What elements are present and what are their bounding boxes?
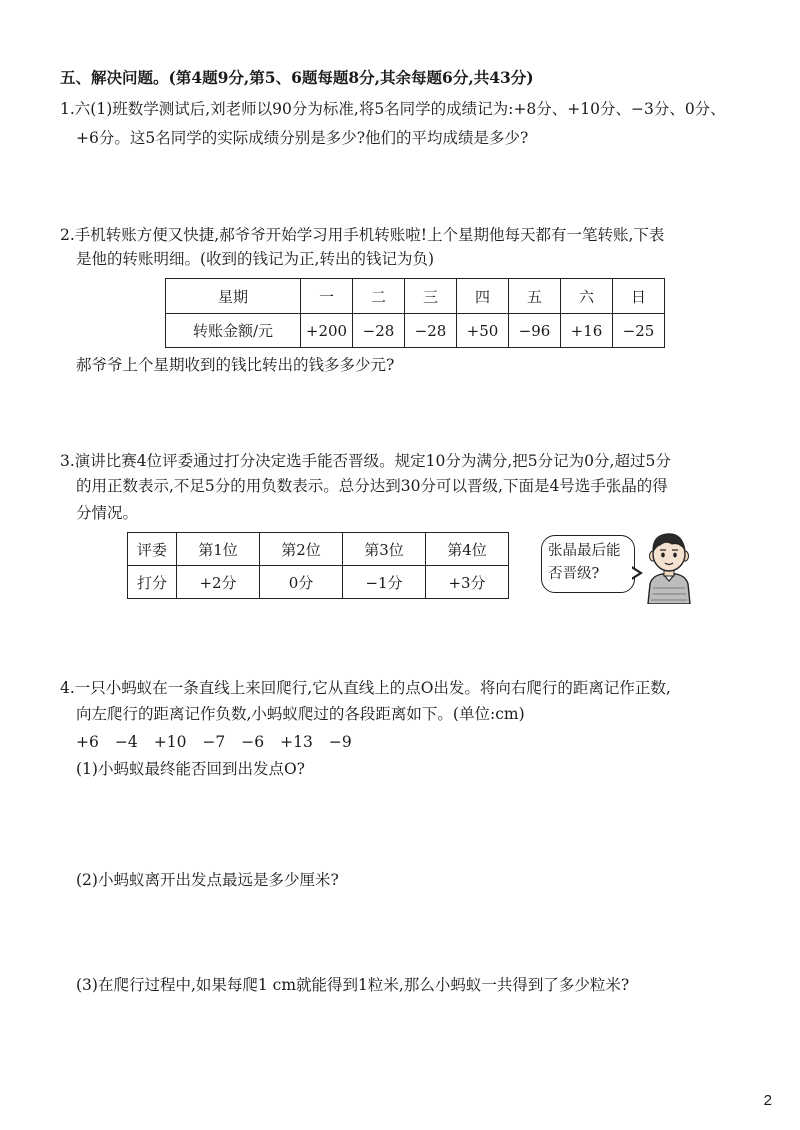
score-cell: 0分	[260, 566, 343, 599]
distance-value: −9	[328, 733, 352, 751]
day-cell: 二	[353, 279, 405, 314]
transfer-table	[165, 278, 665, 348]
q2-line1: 2.手机转账方便又快捷,郝爷爷开始学习用手机转账啦!上个星期他每天都有一笔转账,下表	[60, 226, 665, 244]
judge-cell: 第3位	[343, 533, 426, 566]
amount-cell: +50	[457, 314, 509, 348]
judge-cell: 第2位	[260, 533, 343, 566]
amount-cell: −28	[353, 314, 405, 348]
bubble-line1: 张晶最后能	[548, 543, 621, 559]
amount-cell: +16	[561, 314, 613, 348]
distance-value: +6	[76, 733, 99, 751]
day-cell: 四	[457, 279, 509, 314]
amount-cell: −96	[509, 314, 561, 348]
distance-value: +10	[153, 733, 187, 751]
page-number: 2	[763, 1092, 772, 1109]
table-header-judge: 评委	[128, 533, 177, 566]
q3-line1: 3.演讲比赛4位评委通过打分决定选手能否晋级。规定10分为满分,把5分记为0分,超过5分	[60, 452, 671, 470]
day-cell: 六	[561, 279, 613, 314]
q3-line3: 分情况。	[76, 504, 139, 522]
distance-value: +13	[280, 733, 313, 751]
table-header-day: 星期	[166, 279, 301, 314]
amount-cell: +200	[301, 314, 353, 348]
day-cell: 三	[405, 279, 457, 314]
score-table	[127, 532, 509, 599]
score-cell: +2分	[177, 566, 260, 599]
q4-sub2: (2)小蚂蚁离开出发点最远是多少厘米?	[76, 871, 339, 889]
q4-line1: 4.一只小蚂蚁在一条直线上来回爬行,它从直线上的点O出发。将向右爬行的距离记作正数,	[60, 679, 671, 697]
q4-sub3: (3)在爬行过程中,如果每爬1 cm就能得到1粒米,那么小蚂蚁一共得到了多少粒米?	[76, 976, 630, 994]
amount-cell: −25	[613, 314, 665, 348]
table-header-score: 打分	[128, 566, 177, 599]
distance-value: −6	[241, 733, 265, 751]
q1-line2: +6分。这5名同学的实际成绩分别是多少?他们的平均成绩是多少?	[76, 129, 529, 147]
score-cell: −1分	[343, 566, 426, 599]
judge-cell: 第4位	[426, 533, 509, 566]
speech-bubble	[541, 535, 635, 593]
distance-value: −7	[202, 733, 226, 751]
q4-sub1: (1)小蚂蚁最终能否回到出发点O?	[76, 760, 305, 778]
q3-line2: 的用正数表示,不足5分的用负数表示。总分达到30分可以晋级,下面是4号选手张晶的得	[76, 477, 668, 495]
section-title: 五、解决问题。(第4题9分,第5、6题每题8分,其余每题6分,共43分)	[60, 68, 534, 87]
boy-character-illustration	[642, 528, 696, 604]
amount-cell: −28	[405, 314, 457, 348]
distance-value: −4	[114, 733, 138, 751]
q2-line2: 是他的转账明细。(收到的钱记为正,转出的钱记为负)	[76, 250, 435, 268]
q2-question: 郝爷爷上个星期收到的钱比转出的钱多多少元?	[76, 356, 395, 374]
score-cell: +3分	[426, 566, 509, 599]
day-cell: 日	[613, 279, 665, 314]
q1-line1: 1.六(1)班数学测试后,刘老师以90分为标准,将5名同学的成绩记为:+8分、+10分、−3分、0分、	[60, 100, 726, 118]
judge-cell: 第1位	[177, 533, 260, 566]
bubble-line2: 否晋级?	[548, 566, 600, 582]
distance-list	[76, 731, 352, 753]
table-header-amount: 转账金额/元	[166, 314, 301, 348]
day-cell: 五	[509, 279, 561, 314]
q4-line2: 向左爬行的距离记作负数,小蚂蚁爬过的各段距离如下。(单位:cm)	[76, 705, 525, 723]
day-cell: 一	[301, 279, 353, 314]
